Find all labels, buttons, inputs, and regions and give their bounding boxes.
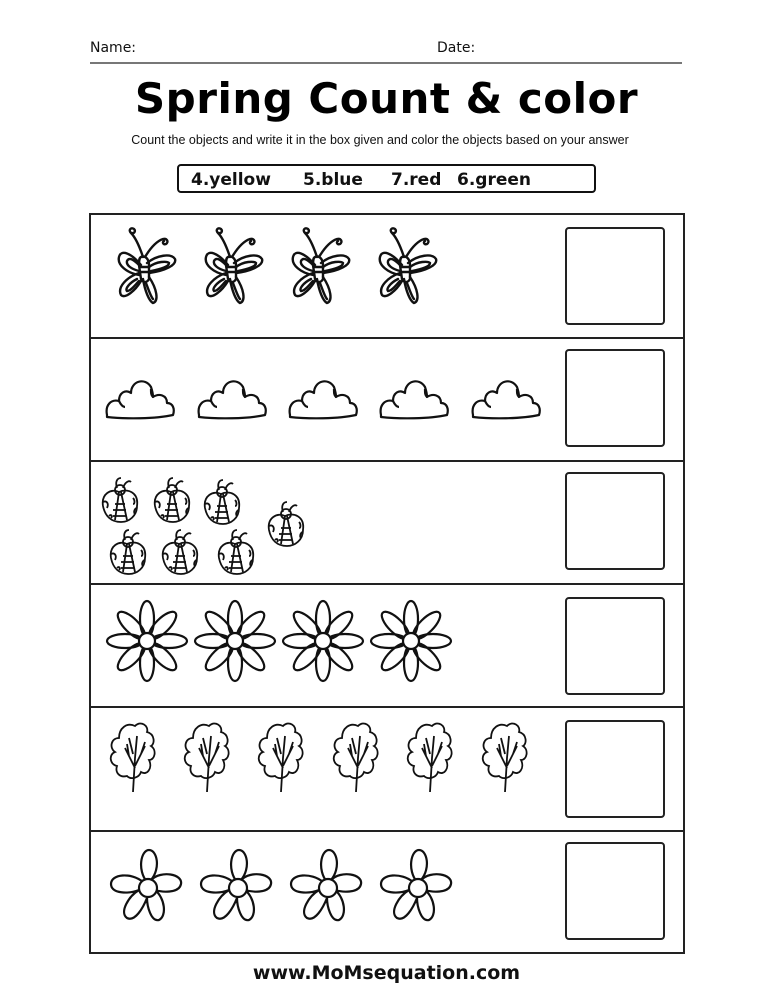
date-label: Date: [437, 40, 476, 56]
tree-icon[interactable] [330, 718, 380, 794]
ladybug-icon[interactable] [215, 528, 257, 576]
answer-box[interactable] [565, 842, 665, 940]
flower-icon[interactable] [377, 846, 457, 926]
key-yellow: 4.yellow [191, 170, 271, 190]
name-date-header [90, 38, 682, 64]
key-green: 6.green [457, 170, 532, 190]
ladybug-icon[interactable] [151, 476, 193, 524]
flower-icon[interactable] [197, 846, 277, 926]
key-red: 7.red [391, 170, 442, 190]
daisy-icon[interactable] [283, 599, 363, 683]
cloud-icon[interactable] [105, 375, 177, 421]
cloud-icon[interactable] [197, 375, 269, 421]
key-blue: 5.blue [303, 170, 363, 190]
row-butterflies [91, 215, 683, 339]
color-key-box [177, 164, 596, 193]
cloud-icon[interactable] [288, 375, 360, 421]
flower-icon[interactable] [287, 846, 367, 926]
tree-icon[interactable] [479, 718, 529, 794]
answer-box[interactable] [565, 349, 665, 447]
name-label: Name: [90, 40, 137, 56]
ladybug-icon[interactable] [159, 528, 201, 576]
ladybug-icon[interactable] [265, 500, 307, 548]
row-trees [91, 708, 683, 832]
butterfly-icon[interactable] [287, 225, 353, 307]
ladybug-icon[interactable] [201, 478, 243, 526]
answer-box[interactable] [565, 720, 665, 818]
page-title: Spring Count & color [134, 74, 639, 123]
cloud-icon[interactable] [379, 375, 451, 421]
daisy-icon[interactable] [195, 599, 275, 683]
row-daisies [91, 585, 683, 708]
answer-box[interactable] [565, 472, 665, 570]
butterfly-icon[interactable] [374, 225, 440, 307]
ladybug-icon[interactable] [99, 476, 141, 524]
daisy-icon[interactable] [107, 599, 187, 683]
answer-box[interactable] [565, 227, 665, 325]
tree-icon[interactable] [181, 718, 231, 794]
butterfly-icon[interactable] [113, 225, 179, 307]
counting-grid [89, 213, 685, 954]
footer-url: www.MoMsequation.com [252, 962, 521, 984]
flower-icon[interactable] [107, 846, 187, 926]
row-flowers [91, 832, 683, 952]
instructions: Count the objects and write it in the box given and color the objects based on your answer [131, 133, 629, 147]
row-clouds [91, 339, 683, 462]
answer-box[interactable] [565, 597, 665, 695]
daisy-icon[interactable] [371, 599, 451, 683]
tree-icon[interactable] [255, 718, 305, 794]
tree-icon[interactable] [404, 718, 454, 794]
row-ladybugs [91, 462, 683, 585]
cloud-icon[interactable] [471, 375, 543, 421]
tree-icon[interactable] [107, 718, 157, 794]
butterfly-icon[interactable] [200, 225, 266, 307]
ladybug-icon[interactable] [107, 528, 149, 576]
